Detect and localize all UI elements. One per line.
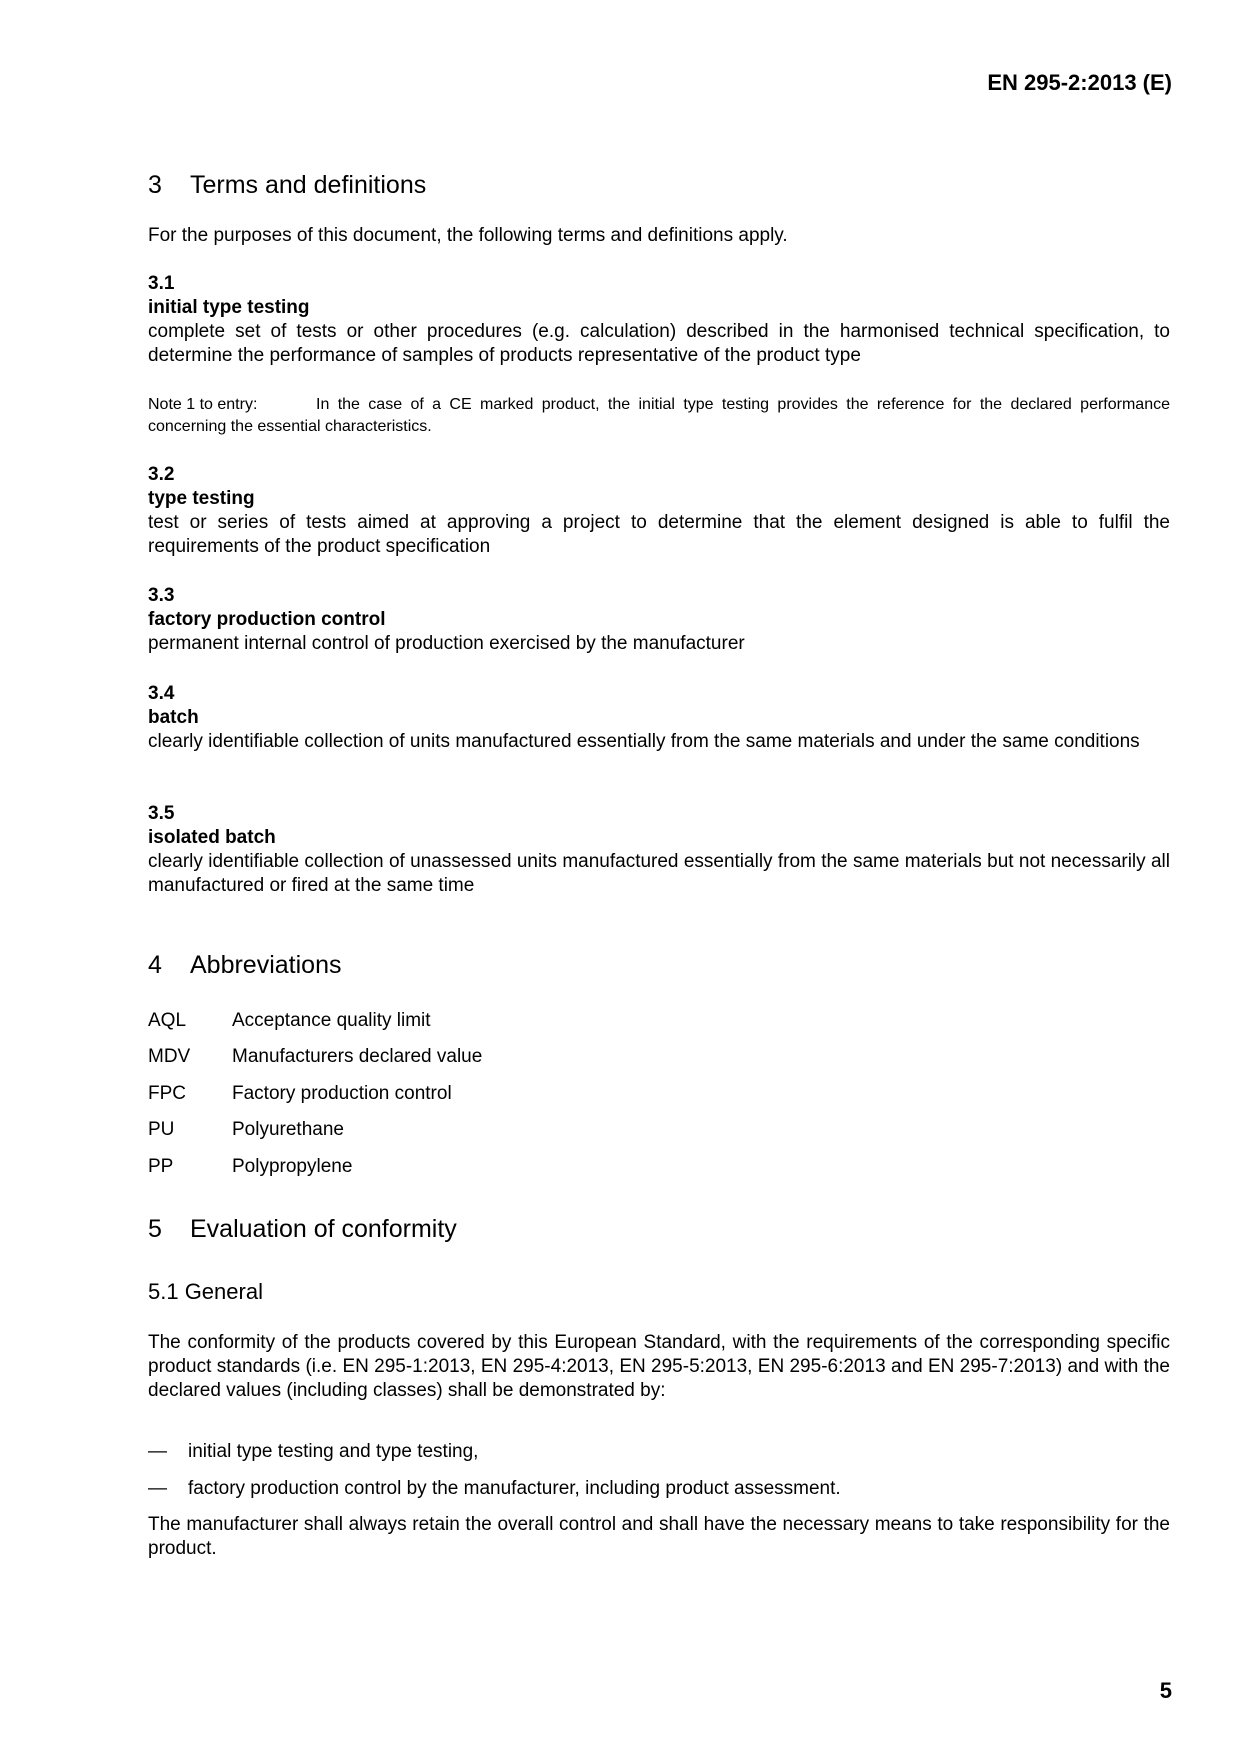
abbreviation-row [148,1046,482,1068]
page-number: 5 [1159,1678,1172,1703]
note-to-entry [148,394,1170,438]
list-item-text: initial type testing and type testing, [188,1441,479,1462]
section-4-heading [148,951,341,980]
document-id-header: EN 295-2:2013 (E) [987,70,1172,95]
term-number: 3.3 [148,585,175,606]
term-3-3 [148,584,1170,656]
term-3-1 [148,272,1170,368]
abbreviation: AQL [148,1010,187,1031]
subsection-5-1-paragraph: The conformity of the products covered by this European Standard, with the requirements of the corresponding specific product standards (i.e. EN 295-1:2013, EN 295-4:2013, EN 295-5:2013, EN 295-6:2013 and EN 295-7:2013) and with the declared values (including classes) shall be demonstrated by: [148,1332,1170,1401]
section-title: Abbreviations [190,951,342,979]
term-number: 3.1 [148,273,175,294]
section-3-intro: For the purposes of this document, the following terms and definitions apply. [148,225,788,246]
term-name: type testing [148,488,255,509]
abbreviation: MDV [148,1046,191,1067]
abbreviation-row [148,1010,431,1032]
term-definition: permanent internal control of production exercised by the manufacturer [148,633,745,654]
abbreviation-meaning: Polyurethane [232,1119,344,1140]
abbreviation: PU [148,1119,175,1140]
note-text: In the case of a CE marked product, the initial type testing provides the reference for the declared performance concerning the essential characteristics. [148,396,1170,435]
list-dash: — [148,1478,167,1499]
term-definition: test or series of tests aimed at approving a project to determine that the element designed is able to fulfil the requirements of the product specification [148,512,1170,557]
note-label: Note 1 to entry: [148,396,258,413]
section-title: Evaluation of conformity [190,1215,457,1243]
term-3-2 [148,463,1170,559]
term-number: 3.2 [148,464,175,485]
abbreviation: FPC [148,1083,186,1104]
term-3-4 [148,682,1170,754]
list-item [148,1478,841,1500]
abbreviation-row [148,1119,344,1141]
section-number: 3 [148,171,162,199]
term-number: 3.4 [148,683,175,704]
section-number: 5 [148,1215,162,1243]
term-definition: clearly identifiable collection of units manufactured essentially from the same materials and under the same conditions [148,731,1140,752]
term-name: isolated batch [148,827,276,848]
section-number: 4 [148,951,162,979]
term-name: initial type testing [148,297,310,318]
abbreviation-meaning: Factory production control [232,1083,452,1104]
abbreviation-row [148,1156,352,1178]
list-dash: — [148,1441,167,1462]
abbreviation-row [148,1083,452,1105]
list-item-text: factory production control by the manufacturer, including product assessment. [188,1478,841,1499]
section-title: Terms and definitions [190,171,427,199]
term-number: 3.5 [148,803,175,824]
section-3-heading [148,171,426,200]
term-definition: complete set of tests or other procedures (e.g. calculation) described in the harmonised technical specification, to determine the performance of samples of products representative of the product type [148,321,1170,366]
term-3-5 [148,802,1170,898]
subsection-5-1-closing-paragraph: The manufacturer shall always retain the overall control and shall have the necessary means to take responsibility for the product. [148,1514,1170,1559]
abbreviation-meaning: Polypropylene [232,1156,353,1177]
section-5-heading [148,1215,457,1244]
term-definition: clearly identifiable collection of unassessed units manufactured essentially from the same materials but not necessarily all manufactured or fired at the same time [148,851,1170,896]
abbreviation-meaning: Acceptance quality limit [232,1010,431,1031]
subsection-5-1-heading: 5.1 General [148,1279,263,1304]
term-name: factory production control [148,609,386,630]
abbreviation-meaning: Manufacturers declared value [232,1046,483,1067]
abbreviation: PP [148,1156,174,1177]
term-name: batch [148,707,199,728]
list-item [148,1441,478,1463]
